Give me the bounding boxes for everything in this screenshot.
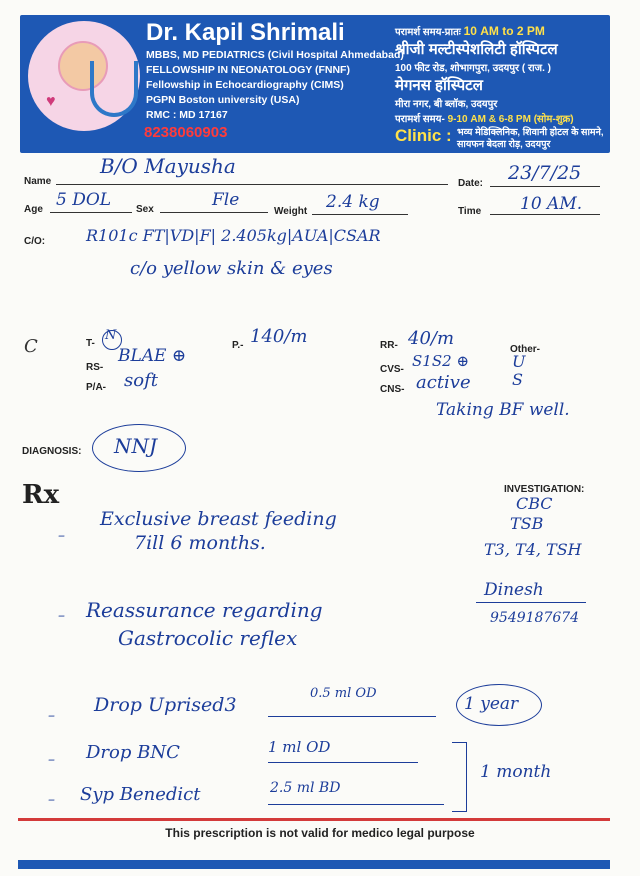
other-value: U bbox=[512, 352, 526, 371]
date-label: Date: bbox=[458, 178, 484, 189]
advice-line: 7ill 6 months. bbox=[134, 532, 266, 554]
other-label: Other- bbox=[510, 344, 540, 355]
cvs-value: S1S2 ⊕ bbox=[412, 352, 469, 370]
cns-note: Taking BF well. bbox=[436, 400, 570, 420]
bullet-dash: – bbox=[48, 708, 55, 724]
complaint-line: R101c FT|VD|F| 2.405kg|AUA|CSAR bbox=[86, 226, 381, 245]
drug-dose: 2.5 ml BD bbox=[270, 780, 341, 796]
doctor-name: Dr. Kapil Shrimali bbox=[146, 19, 345, 46]
age-label: Age bbox=[24, 204, 43, 215]
group-duration: 1 month bbox=[480, 762, 552, 782]
registration-number: RMC : MD 17167 bbox=[146, 109, 228, 121]
other-value: S bbox=[512, 370, 523, 389]
dose-underline bbox=[268, 716, 436, 717]
dose-underline bbox=[268, 762, 418, 763]
cns-label: CNS- bbox=[380, 384, 405, 395]
investigation-test: CBC bbox=[516, 494, 553, 513]
advice-line: Exclusive breast feeding bbox=[100, 508, 337, 530]
advice-line: Gastrocolic reflex bbox=[118, 626, 298, 650]
evening-days: (सोम-शुक्र) bbox=[533, 114, 574, 125]
phone-number: 8238060903 bbox=[144, 124, 228, 141]
investigation-test: T3, T4, TSH bbox=[484, 540, 582, 559]
pa-value: soft bbox=[124, 370, 158, 391]
clinic-label: Clinic : bbox=[395, 126, 452, 145]
pulse-label: P.- bbox=[232, 340, 244, 351]
morning-label: परामर्श समय-प्रातः bbox=[395, 27, 461, 38]
qualification-line: MBBS, MD PEDIATRICS (Civil Hospital Ahmedabad) bbox=[146, 49, 404, 61]
advice-line: Reassurance regarding bbox=[86, 598, 323, 622]
cns-value: active bbox=[416, 372, 471, 393]
cvs-label: CVS- bbox=[380, 364, 404, 375]
name-line bbox=[56, 184, 448, 185]
sex-label: Sex bbox=[136, 204, 154, 215]
heart-icon: ♥ bbox=[46, 93, 56, 110]
weight-line bbox=[312, 214, 408, 215]
letterhead-header bbox=[20, 15, 610, 153]
exam-c-label: C bbox=[24, 336, 38, 357]
hospital1-address: 100 फीट रोड, शोभागपुरा, उदयपुर ( राज. ) bbox=[395, 63, 551, 74]
rs-value: BLAE ⊕ bbox=[118, 346, 187, 366]
pulse-value: 140/m bbox=[250, 326, 308, 347]
sex-line bbox=[160, 212, 268, 213]
footer-disclaimer: This prescription is not valid for medico legal purpose bbox=[165, 826, 475, 840]
morning-timing bbox=[395, 24, 545, 38]
contact-phone: 9549187674 bbox=[490, 610, 580, 626]
patient-name: B/O Mayusha bbox=[100, 154, 236, 178]
drug-dose: 0.5 ml OD bbox=[310, 686, 377, 701]
pa-label: P/A- bbox=[86, 382, 106, 393]
hospital2-name: मेगनस हॉस्पिटल bbox=[395, 77, 483, 94]
qualification-line: PGPN Boston university (USA) bbox=[146, 94, 300, 106]
weight-label: Weight bbox=[274, 206, 308, 217]
temperature-value: N bbox=[105, 328, 117, 343]
qualification-line: Fellowship in Echocardiography (CIMS) bbox=[146, 79, 344, 91]
time-label: Time bbox=[458, 206, 482, 217]
clinic-address bbox=[457, 127, 604, 151]
age-value: 5 DOL bbox=[56, 190, 112, 210]
clinic-address-line: सायफन बेदला रोड़, उदयपुर bbox=[457, 139, 551, 150]
baby-logo bbox=[28, 21, 140, 131]
diagnosis-label: DIAGNOSIS: bbox=[22, 446, 82, 457]
stethoscope-icon bbox=[90, 61, 138, 117]
footer-bar bbox=[18, 860, 610, 869]
hospital2-address: मीरा नगर, बी ब्लॉक, उदयपुर bbox=[395, 99, 498, 110]
date-line bbox=[490, 186, 600, 187]
drug-name: Drop BNC bbox=[86, 742, 180, 763]
age-line bbox=[50, 212, 132, 213]
drug-name: Syp Benedict bbox=[80, 784, 201, 805]
drug-dose: 1 ml OD bbox=[268, 738, 331, 756]
hospital1-name: श्रीजी मल्टीस्पेशलिटी हॉस्पिटल bbox=[395, 41, 558, 58]
sex-value: Fle bbox=[212, 190, 240, 210]
diagnosis-value: NNJ bbox=[114, 434, 158, 458]
dose-underline bbox=[268, 804, 444, 805]
rx-symbol: Rx bbox=[22, 480, 60, 510]
resp-rate-value: 40/m bbox=[408, 328, 455, 349]
bullet-dash: – bbox=[58, 608, 65, 624]
investigation-test: TSB bbox=[510, 514, 544, 533]
clinic-address-line: भव्य मेडिक्लिनिक, शिवानी होटल के सामने, bbox=[457, 127, 604, 138]
qualification-line: FELLOWSHIP IN NEONATOLOGY (FNNF) bbox=[146, 64, 350, 76]
complaint-line: c/o yellow skin & eyes bbox=[130, 258, 333, 279]
evening-timing bbox=[395, 111, 574, 125]
rs-label: RS- bbox=[86, 362, 104, 373]
bullet-dash: – bbox=[58, 528, 65, 544]
bullet-dash: – bbox=[48, 752, 55, 768]
drug-duration: 1 year bbox=[464, 694, 519, 714]
drug-name: Drop Uprised3 bbox=[94, 694, 237, 716]
time-value: 10 AM. bbox=[520, 194, 583, 214]
temperature-label: T- bbox=[86, 338, 95, 349]
contact-underline bbox=[476, 602, 586, 603]
complaint-label: C/O: bbox=[24, 236, 46, 247]
date-value: 23/7/25 bbox=[508, 162, 582, 184]
time-line bbox=[490, 214, 600, 215]
contact-name: Dinesh bbox=[484, 580, 544, 600]
bullet-dash: – bbox=[48, 792, 55, 808]
evening-time: 9-10 AM & 6-8 PM bbox=[447, 114, 531, 125]
weight-value: 2.4 kg bbox=[326, 192, 380, 212]
resp-rate-label: RR- bbox=[380, 340, 398, 351]
morning-time: 10 AM to 2 PM bbox=[463, 24, 545, 38]
investigation-label: INVESTIGATION: bbox=[504, 484, 585, 495]
drug-group-bracket bbox=[452, 742, 467, 812]
footer-divider bbox=[18, 818, 610, 821]
name-label: Name bbox=[24, 176, 52, 187]
evening-label: परामर्श समय- bbox=[395, 114, 445, 125]
